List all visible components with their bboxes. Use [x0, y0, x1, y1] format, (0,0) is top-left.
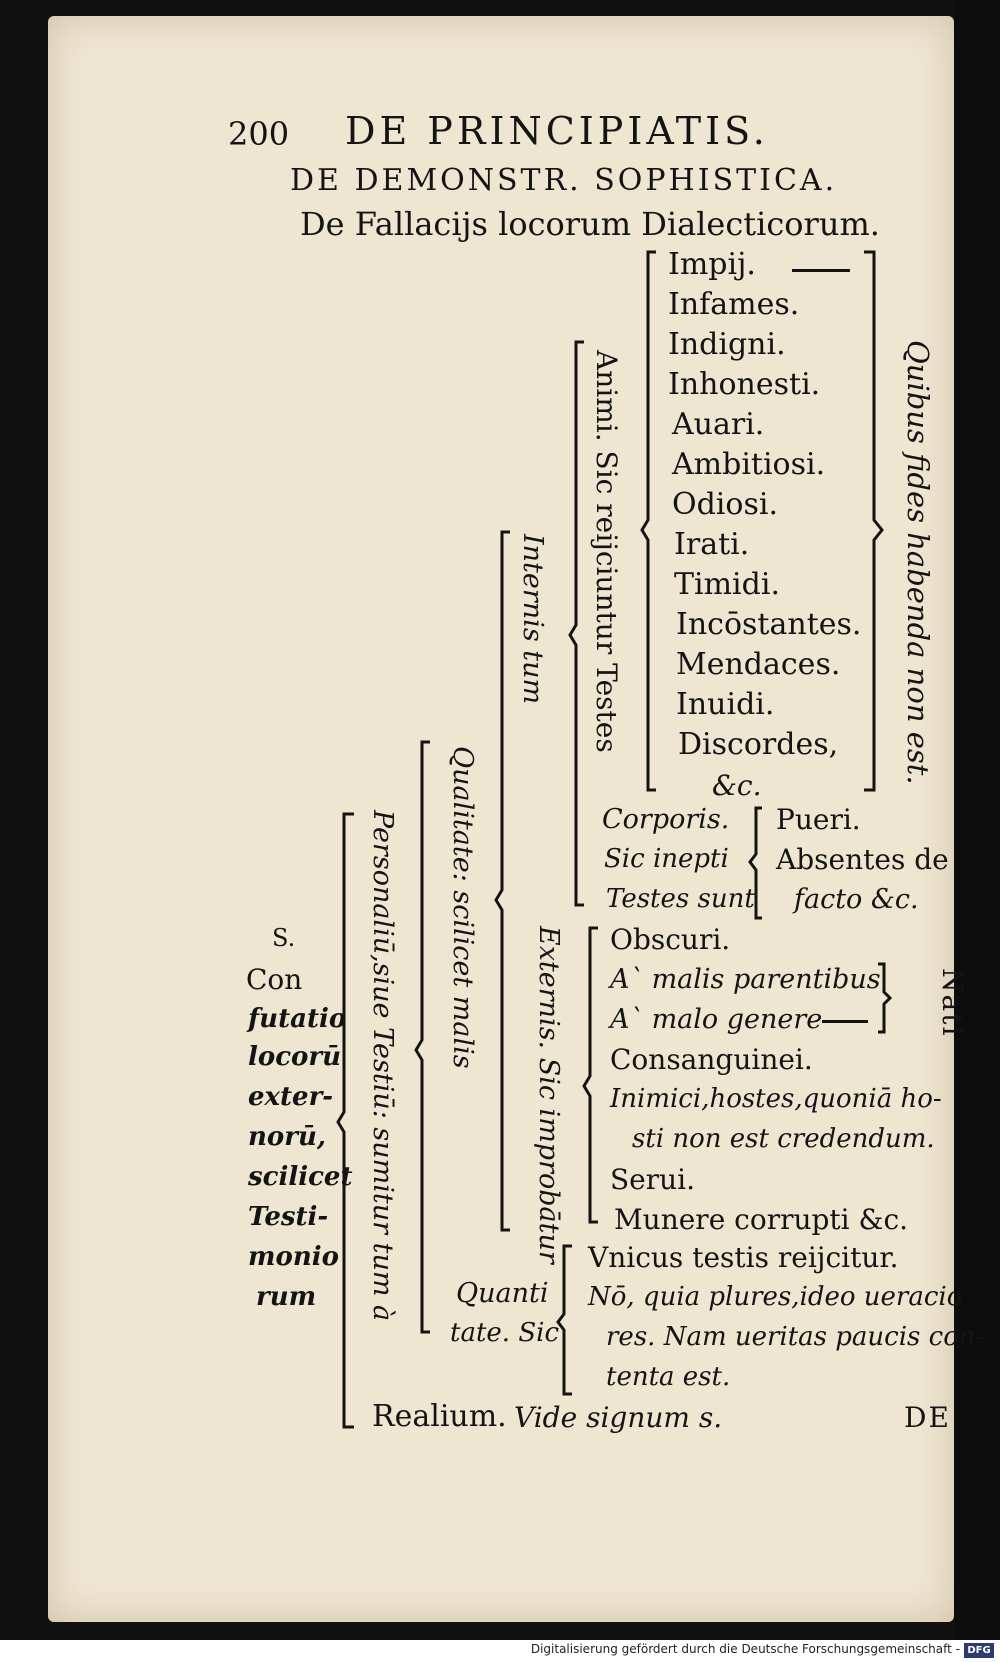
main-brace	[336, 812, 366, 1432]
left-label-line: rum	[256, 1282, 317, 1312]
vertical-label-quibus: Quibus fides habenda non est.	[901, 340, 935, 785]
quantitate-label-line: Quanti	[456, 1278, 549, 1309]
externis-item: Serui.	[610, 1163, 696, 1196]
list-item: &c.	[712, 769, 762, 802]
externis-item: Consanguinei.	[610, 1043, 813, 1076]
quantitate-label-line: tate. Sic	[450, 1318, 560, 1348]
externis-item: Obscuri.	[610, 923, 731, 956]
realium-note: Vide signum s.	[514, 1401, 723, 1434]
animi-brace	[640, 250, 670, 800]
left-label-line: norū,	[248, 1122, 326, 1152]
running-title: DE PRINCIPIATIS.	[345, 109, 769, 153]
dash-line	[792, 269, 850, 272]
personalium-brace	[414, 740, 444, 1340]
left-label-line: scilicet	[248, 1162, 353, 1192]
quantitate-brace	[556, 1244, 586, 1400]
list-item: Auari.	[672, 407, 765, 442]
left-label-line: Con	[246, 963, 303, 996]
corporis-label-line: Testes sunt	[606, 884, 755, 914]
footer-credit: Digitalisierung gefördert durch die Deutsche Forschungsgemeinschaft -	[530, 1642, 960, 1656]
list-item: Odiosi.	[672, 487, 778, 522]
left-label-line: monio	[248, 1242, 339, 1272]
externis-item: A` malis parentibus	[610, 964, 881, 995]
vertical-label-externis: Externis. Sic improbātur	[533, 926, 564, 1264]
vertical-label-animi: Animi. Sic reijciuntur Testes	[590, 350, 623, 753]
left-label-line: exter-	[248, 1082, 334, 1112]
realium-label: Realium.	[372, 1399, 507, 1434]
externis-item: Inimici,hostes,quoniā ho-	[610, 1084, 942, 1114]
left-label-line: S.	[272, 924, 296, 952]
nati-brace	[876, 962, 900, 1034]
vertical-label-qualitate: Qualitate: scilicet malis	[447, 746, 478, 1069]
externis-item: Munere corrupti &c.	[614, 1203, 909, 1236]
left-label-line: futatio	[248, 1004, 347, 1034]
vertical-label-internis: Internis tum	[517, 534, 548, 705]
quantitate-item: res. Nam ueritas paucis con-	[606, 1322, 985, 1352]
subsection-title: De Fallacijs locorum Dialecticorum.	[300, 205, 880, 243]
list-item: Indigni.	[668, 327, 786, 362]
list-item: Ambitiosi.	[672, 447, 826, 482]
corporis-label-line: Sic inepti	[604, 844, 729, 874]
corporis-item: Absentes de	[776, 843, 949, 876]
dfg-logo: DFG	[964, 1643, 994, 1658]
externis-item: A` malo genere	[610, 1004, 823, 1035]
corporis-label-line: Corporis.	[602, 804, 730, 835]
quantitate-item: Nō, quia plures,ideo ueracio	[588, 1282, 963, 1312]
list-item: Inuidi.	[676, 687, 775, 722]
corporis-item: facto &c.	[794, 884, 919, 915]
quantitate-item: Vnicus testis reijcitur.	[588, 1241, 899, 1274]
list-item: Inhonesti.	[668, 367, 821, 402]
list-item: Incōstantes.	[676, 607, 862, 642]
footer-bar	[0, 1640, 1000, 1662]
catchword: DE	[904, 1401, 951, 1434]
list-item: Discordes,	[678, 727, 839, 762]
list-item: Mendaces.	[676, 647, 841, 682]
list-item: Timidi.	[674, 567, 780, 602]
corporis-brace	[748, 806, 772, 926]
list-item: Irati.	[674, 527, 750, 562]
book-spine	[954, 0, 1000, 1662]
externis-brace	[582, 926, 612, 1226]
corporis-item: Pueri.	[776, 803, 861, 836]
quantitate-item: tenta est.	[606, 1362, 731, 1392]
section-title: DE DEMONSTR. SOPHISTICA.	[290, 163, 838, 198]
vertical-label-personalium: Personaliū,siue Testiū: sumitur tum à	[367, 810, 398, 1322]
list-item: Impij.	[668, 247, 756, 282]
quibus-brace	[862, 250, 892, 800]
left-label-line: locorū	[248, 1042, 341, 1072]
list-item: Infames.	[668, 287, 800, 322]
externis-item: sti non est credendum.	[632, 1124, 935, 1154]
nati-label: Nati	[936, 968, 969, 1038]
left-label-line: Testi-	[248, 1202, 329, 1232]
dash-line	[822, 1020, 868, 1023]
page-number: 200	[228, 115, 290, 153]
